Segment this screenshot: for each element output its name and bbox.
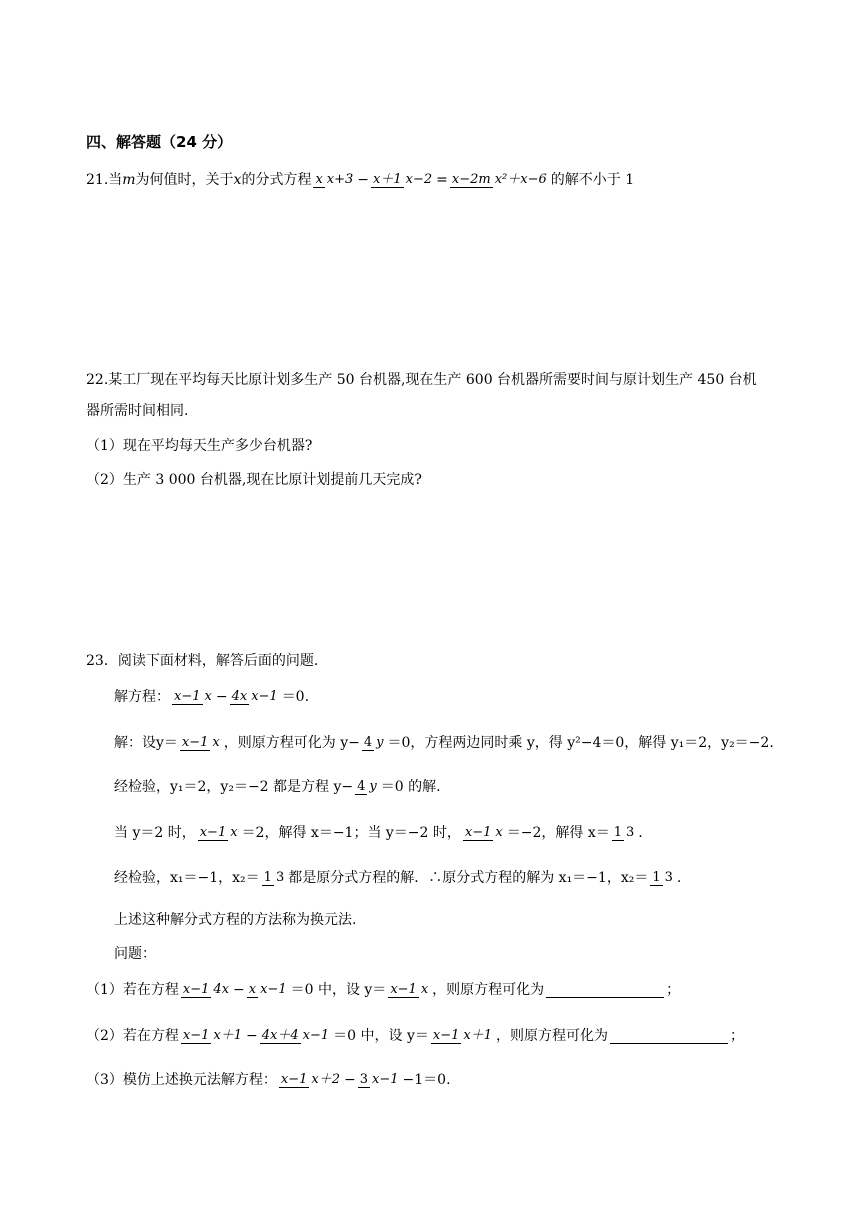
eq-main-fraction-1: x−1 x <box>174 689 212 704</box>
q23-method: 上述这种解分式方程的方法称为换元法. <box>114 912 357 928</box>
case-c: ＝−2，解得 x＝ <box>506 825 610 841</box>
q21-fraction-1: x x+3 <box>315 172 354 187</box>
p2-fraction-3: x−1 x＋1 <box>432 1028 492 1043</box>
sol-fraction: x−1 x <box>181 735 220 750</box>
q22-sub1: （1）现在平均每天生产多少台机器? <box>86 438 313 454</box>
p3-b: −1＝0. <box>402 1072 451 1088</box>
p3-a: （3）模仿上述换元法解方程： <box>86 1072 277 1088</box>
sol-c: ＝0，方程两边同时乘 y，得 y²−4＝0，解得 y₁＝2，y₂＝−2. <box>387 735 774 751</box>
section-title: 四、解答题（24 分） <box>86 133 233 151</box>
p2-fraction-2: 4x＋4 x−1 <box>261 1028 330 1043</box>
p1-fraction-1: x−1 4x <box>182 982 230 997</box>
case-fraction-3: 1 3 <box>613 825 635 840</box>
check2-fraction-1: 1 3 <box>263 870 285 885</box>
solve-label: 解方程： <box>114 689 170 705</box>
q21-eq: = <box>436 172 448 188</box>
q23-check-2 <box>114 868 681 888</box>
check2-c: . <box>676 870 682 886</box>
q21-prefix: 21.当 <box>86 172 123 188</box>
q21-mid1: 为何值时，关于 <box>135 172 234 188</box>
sol-b: ，则原方程可化为 y− <box>223 735 360 751</box>
check1-fraction: 4 y <box>357 779 377 794</box>
q23-check-1 <box>114 777 441 797</box>
q21-var-m: m <box>122 172 136 188</box>
sol-a: 解：设 <box>114 735 156 751</box>
p2-d: ； <box>729 1028 744 1044</box>
p1-op: − <box>233 982 245 998</box>
eq-main-tail: ＝0. <box>281 689 310 705</box>
check2-b: 都是原分式方程的解．∴原分式方程的解为 x₁＝−1，x₂＝ <box>288 870 649 886</box>
check1-a: 经检验，y₁＝2，y₂＝−2 都是方程 y− <box>114 779 354 795</box>
p2-a: （2）若在方程 <box>86 1028 179 1044</box>
q23-solution <box>114 733 774 753</box>
case-fraction-2: x−1 x <box>464 825 503 840</box>
check1-b: ＝0 的解. <box>380 779 441 795</box>
q22-line2: 器所需时间相同. <box>86 403 189 419</box>
p3-fraction-2: 3 x−1 <box>359 1072 399 1087</box>
case-fraction-1: x−1 x <box>199 825 238 840</box>
q21-var-x: x <box>233 172 242 188</box>
sol-fraction-2: 4 y <box>363 735 384 750</box>
case-d: . <box>638 825 643 841</box>
eq-main-fraction-2: 4x x−1 <box>231 689 278 704</box>
q21-fraction-3: x−2m x²＋x−6 <box>451 172 547 187</box>
q21-fraction-2: x＋1 x−2 <box>373 172 433 187</box>
question-21 <box>86 170 634 190</box>
q23-part-3 <box>86 1070 451 1090</box>
p2-fraction-1: x−1 x＋1 <box>182 1028 243 1043</box>
p1-a: （1）若在方程 <box>86 982 179 998</box>
q23-intro: 23．阅读下面材料，解答后面的问题． <box>86 653 328 669</box>
q23-part-2 <box>86 1026 744 1046</box>
p1-fraction-2: x x−1 <box>248 982 287 997</box>
q21-suffix: 的解不小于 1 <box>550 172 635 188</box>
answer-blank-2[interactable] <box>610 1029 728 1044</box>
p1-d: ； <box>666 982 681 998</box>
p1-b: ＝0 中，设 y＝ <box>290 982 387 998</box>
check2-a: 经检验，x₁＝−1，x₂＝ <box>114 870 260 886</box>
eq-main-op: − <box>215 689 228 705</box>
q22-sub2: （2）生产 3 000 台机器,现在比原计划提前几天完成? <box>86 472 422 488</box>
p1-c: ，则原方程可化为 <box>432 982 545 998</box>
p3-fraction-1: x−1 x＋2 <box>280 1072 341 1087</box>
p2-op: − <box>246 1028 258 1044</box>
q23-part-1 <box>86 980 680 1000</box>
p2-b: ＝0 中，设 y＝ <box>333 1028 429 1044</box>
sol-y-eq: y＝ <box>156 735 178 751</box>
q23-solve-equation <box>114 687 309 707</box>
case-b: ＝2，解得 x＝−1；当 y＝−2 时， <box>241 825 461 841</box>
q22-line1: 22.某工厂现在平均每天比原计划多生产 50 台机器,现在生产 600 台机器所需要时间与原计划生产 450 台机 <box>86 372 757 388</box>
p1-fraction-3: x−1 x <box>390 982 429 997</box>
case-a: 当 y＝2 时， <box>114 825 196 841</box>
answer-blank-1[interactable] <box>546 983 664 998</box>
q23-question-label: 问题： <box>114 946 156 962</box>
q21-op1: − <box>357 172 370 188</box>
p3-op: − <box>344 1072 356 1088</box>
check2-fraction-2: 1 3 <box>652 870 673 885</box>
p2-c: ，则原方程可化为 <box>495 1028 608 1044</box>
q21-mid2: 的分式方程 <box>241 172 312 188</box>
q23-cases <box>114 823 643 843</box>
